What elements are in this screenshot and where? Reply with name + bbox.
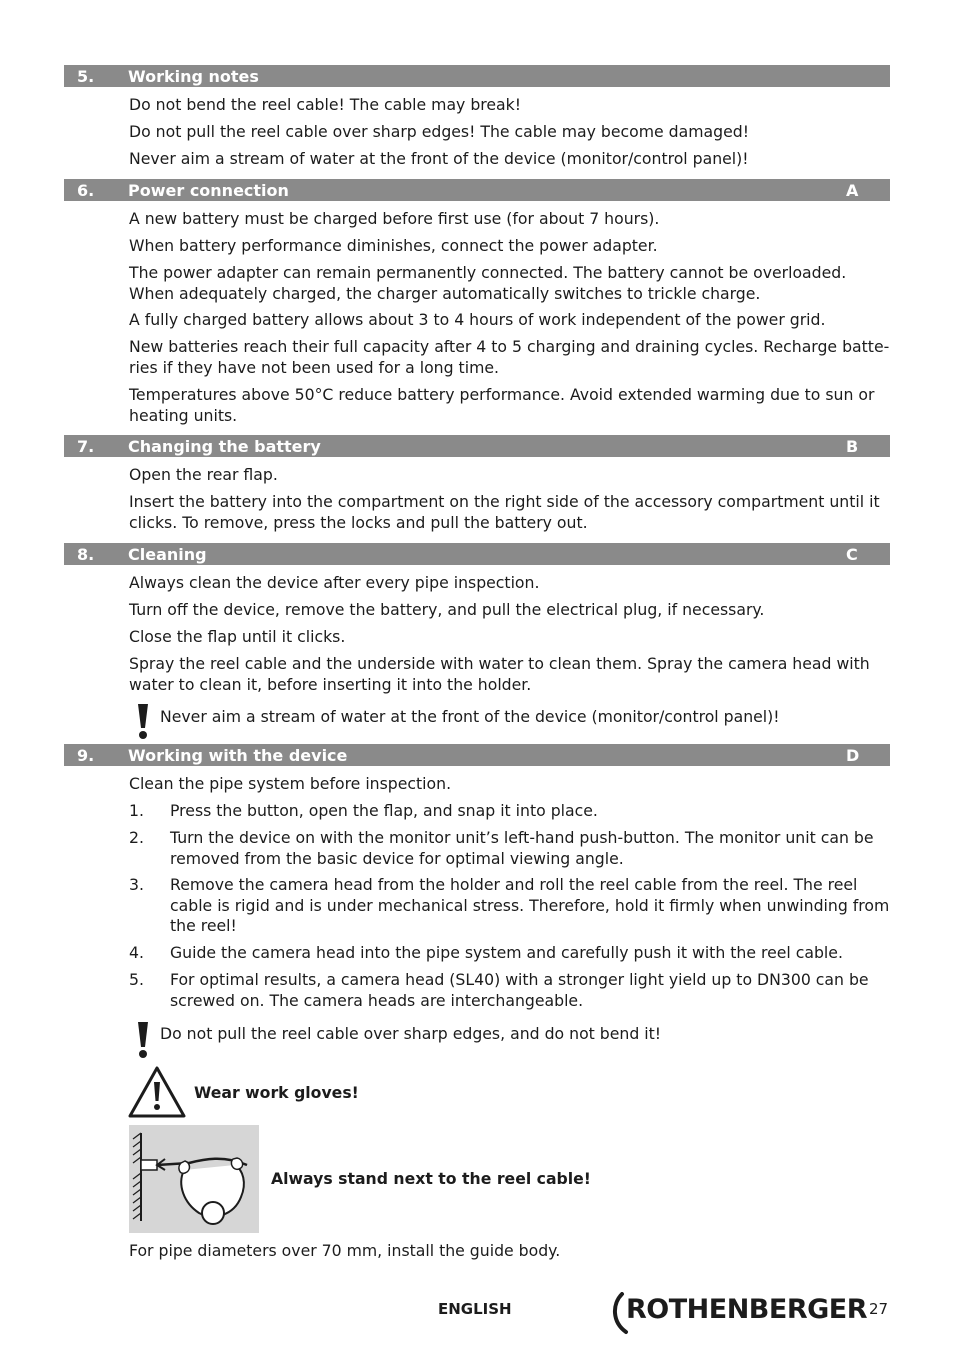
section-title: Working with the device <box>128 746 348 765</box>
step-number: 3. <box>129 875 144 894</box>
stand-warning: Always stand next to the reel cable! <box>271 1169 591 1188</box>
step-number: 5. <box>129 970 144 989</box>
paragraph: A new battery must be charged before first use (for about 7 hours). <box>129 209 660 228</box>
section-title: Working notes <box>128 67 259 86</box>
paragraph: Insert the battery into the compartment on the right side of the accessory compartment until it clicks. To remove, press the locks and pull the battery out. <box>129 492 880 532</box>
section-number: 7. <box>77 437 95 456</box>
section-title: Power connection <box>128 181 289 200</box>
step-number: 2. <box>129 828 144 847</box>
exclamation-icon <box>134 702 152 740</box>
section-number: 8. <box>77 545 95 564</box>
figure-reference: A <box>846 181 859 200</box>
warning-note: Never aim a stream of water at the front of the device (monitor/control panel)! <box>160 707 780 726</box>
paragraph: For pipe diameters over 70 mm, install the guide body. <box>129 1241 561 1260</box>
section-header-cleaning <box>64 543 890 565</box>
paragraph: Open the rear flap. <box>129 465 278 484</box>
language-label: ENGLISH <box>438 1300 512 1318</box>
paragraph: Turn off the device, remove the battery, and pull the electrical plug, if necessary. <box>129 600 765 619</box>
paragraph: Never aim a stream of water at the front of the device (monitor/control panel)! <box>129 149 749 168</box>
paragraph: New batteries reach their full capacity after 4 to 5 charging and draining cycles. Recharge batte-ries if they have not been used for a long time. <box>129 337 890 377</box>
section-title: Cleaning <box>128 545 207 564</box>
page-number: 27 <box>869 1300 889 1318</box>
section-title: Changing the battery <box>128 437 321 456</box>
paragraph: Do not bend the reel cable! The cable may break! <box>129 95 522 114</box>
warning-triangle-icon <box>128 1066 186 1118</box>
figure-reference: B <box>846 437 859 456</box>
step-text: Turn the device on with the monitor unit’s left-hand push-button. The monitor unit can be removed from the basic device for optimal viewing angle. <box>170 828 874 868</box>
paragraph: Temperatures above 50°C reduce battery performance. Avoid extended warming due to sun or heating units. <box>129 385 875 425</box>
figure-reference: C <box>846 545 858 564</box>
step-text: Remove the camera head from the holder and roll the reel cable from the reel. The reel cable is rigid and is under mechanical stress. Therefore, hold it firmly when unwinding from the reel! <box>170 875 890 935</box>
brand-logo: ROTHENBERGER <box>626 1294 868 1325</box>
section-number: 5. <box>77 67 95 86</box>
gloves-warning: Wear work gloves! <box>194 1083 359 1102</box>
section-header-working-notes <box>64 65 890 87</box>
paragraph: Spray the reel cable and the underside with water to clean them. Spray the camera head with water to clean it, before inserting it into the holder. <box>129 654 870 694</box>
paragraph: Always clean the device after every pipe inspection. <box>129 573 540 592</box>
paragraph: Do not pull the reel cable over sharp edges! The cable may become damaged! <box>129 122 749 141</box>
paragraph: Close the flap until it clicks. <box>129 627 346 646</box>
step-text: Guide the camera head into the pipe system and carefully push it with the reel cable. <box>170 943 843 962</box>
paragraph: When battery performance diminishes, connect the power adapter. <box>129 236 658 255</box>
section-number: 9. <box>77 746 95 765</box>
step-text: Press the button, open the flap, and snap it into place. <box>170 801 598 820</box>
paragraph: The power adapter can remain permanently connected. The battery cannot be overloaded. When adequately charged, the charger automatically switches to trickle charge. <box>129 263 847 303</box>
paragraph: A fully charged battery allows about 3 to 4 hours of work independent of the power grid. <box>129 310 826 329</box>
paragraph: Clean the pipe system before inspection. <box>129 774 452 793</box>
warning-note: Do not pull the reel cable over sharp edges, and do not bend it! <box>160 1024 662 1043</box>
exclamation-icon <box>134 1020 152 1060</box>
step-number: 1. <box>129 801 144 820</box>
stand-next-to-cable-illustration <box>129 1125 259 1233</box>
section-number: 6. <box>77 181 95 200</box>
section-header-working-with-device <box>64 744 890 766</box>
step-number: 4. <box>129 943 144 962</box>
figure-reference: D <box>846 746 860 765</box>
section-header-power-connection <box>64 179 890 201</box>
section-header-changing-battery <box>64 435 890 457</box>
step-text: For optimal results, a camera head (SL40) with a stronger light yield up to DN300 can be screwed on. The camera heads are interchangeable. <box>170 970 869 1010</box>
